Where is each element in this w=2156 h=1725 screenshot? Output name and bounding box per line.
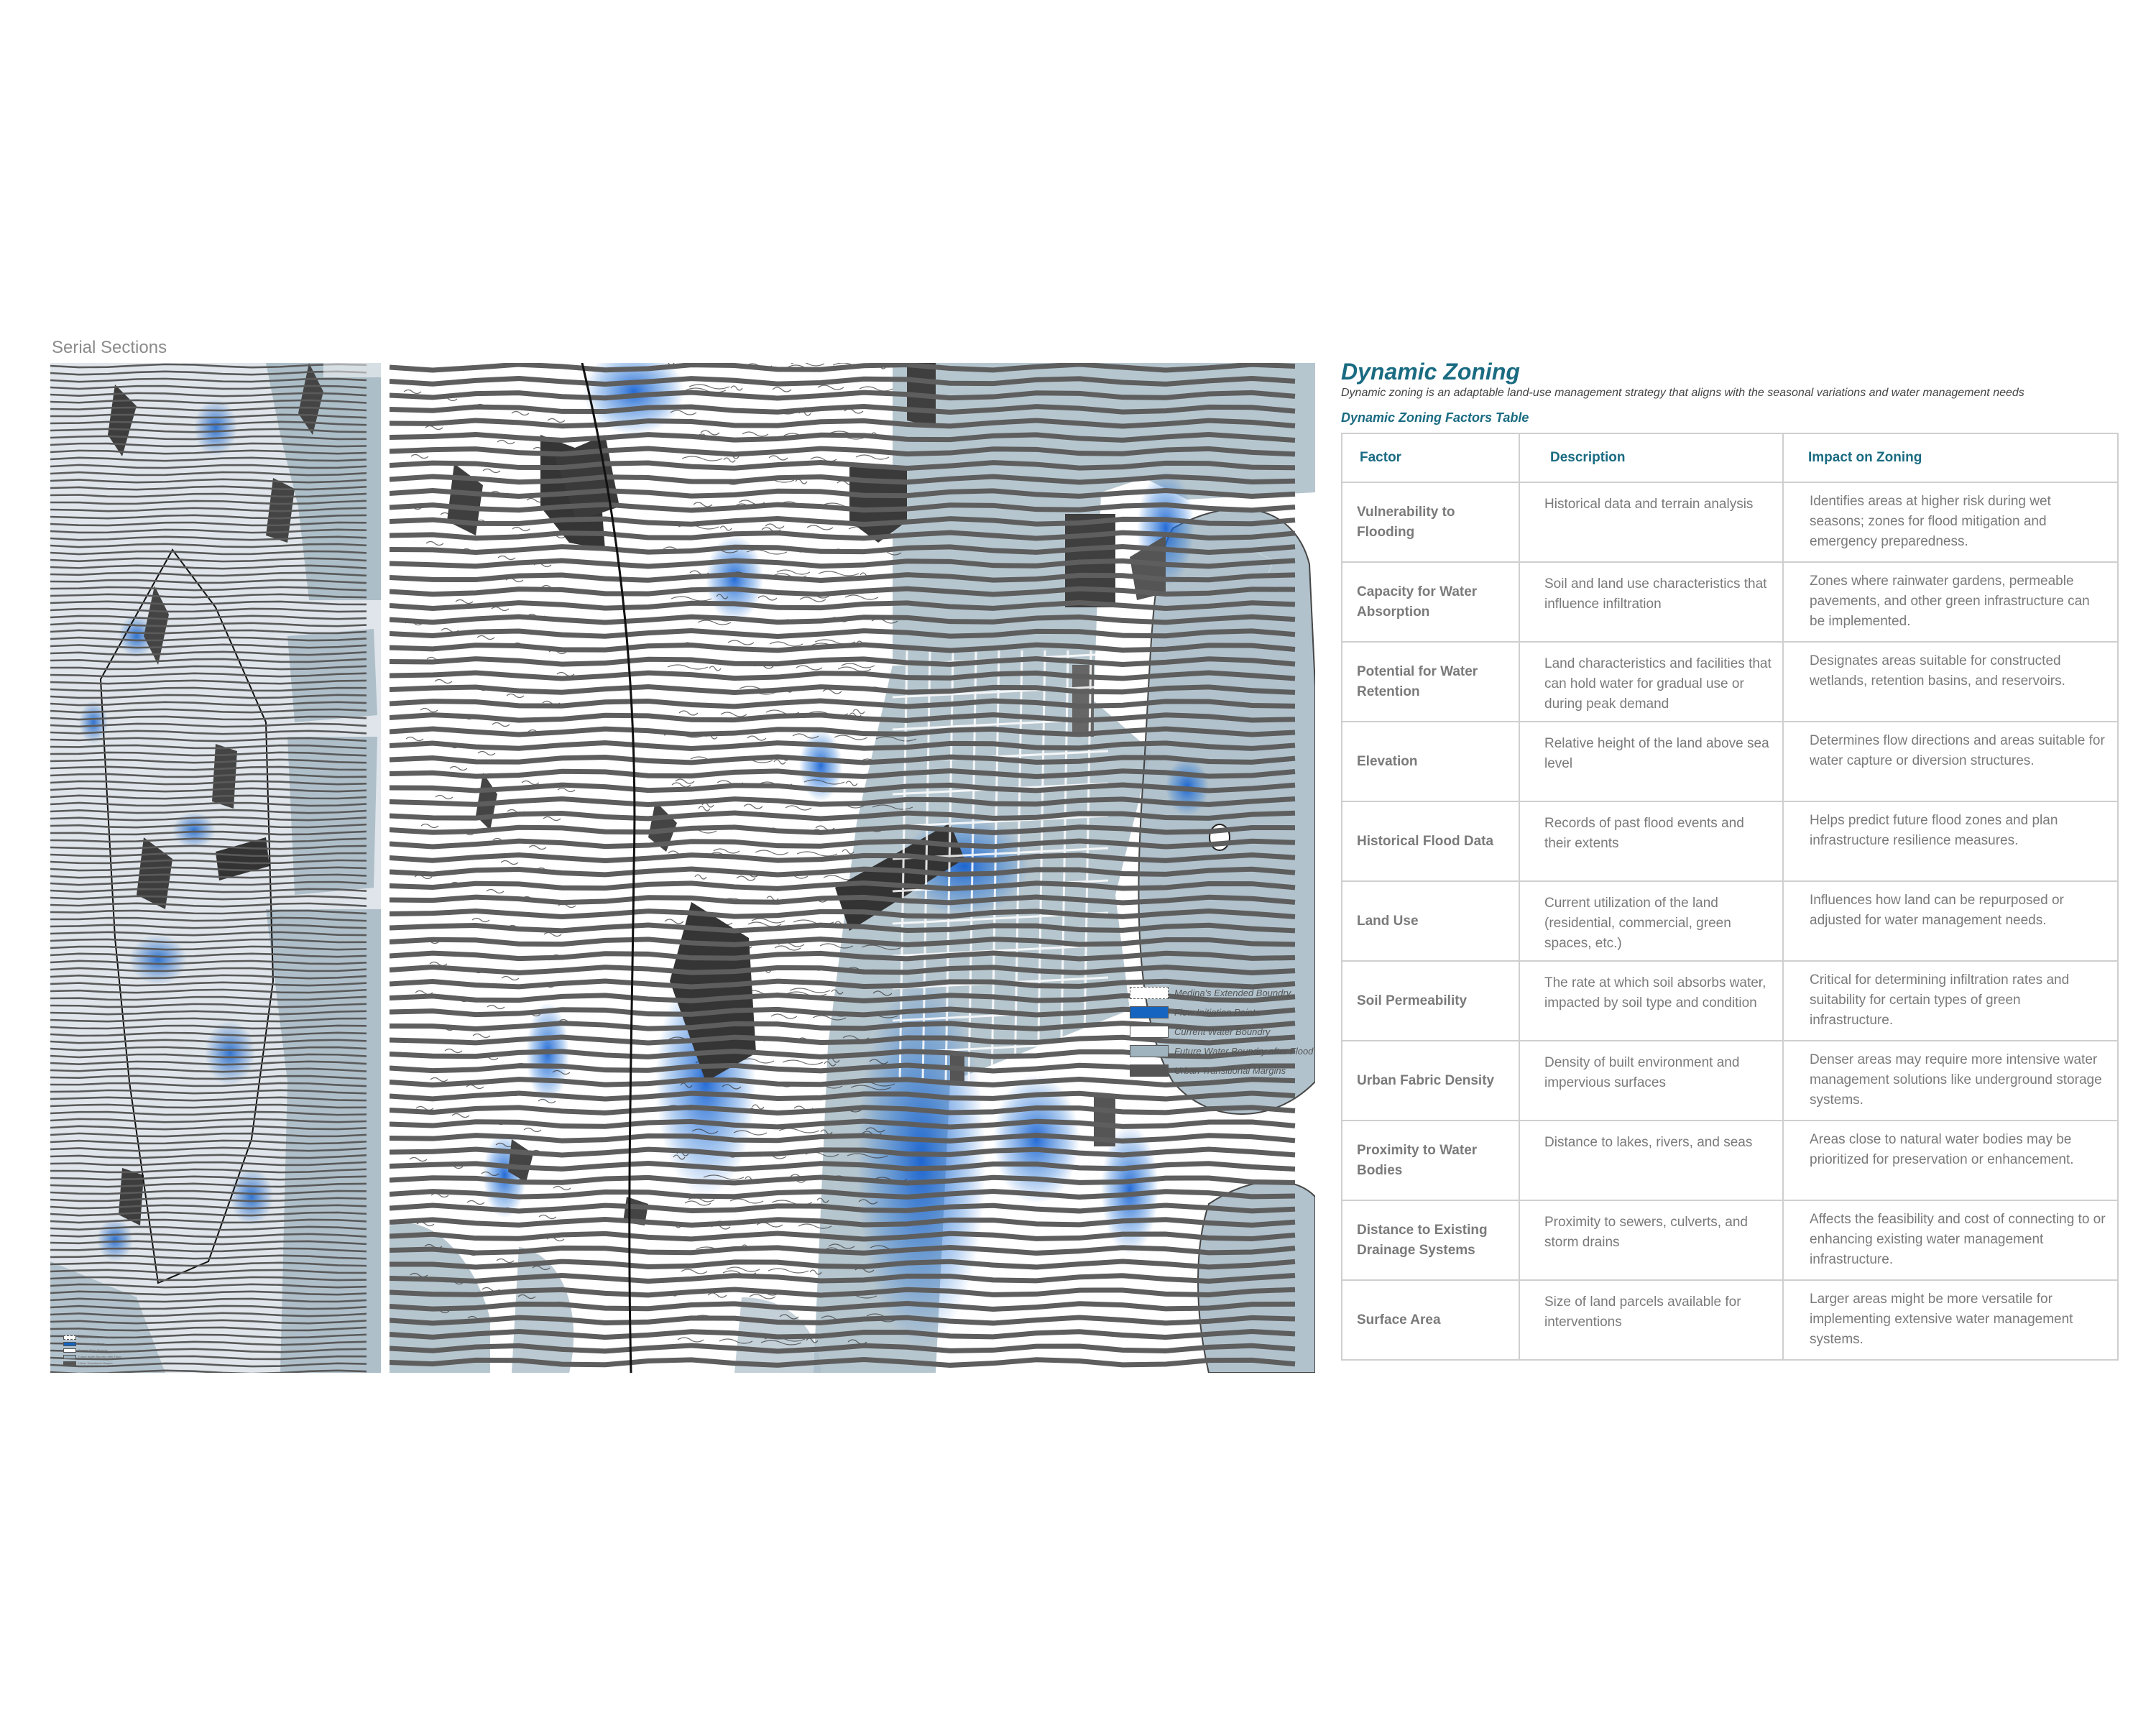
mini-legend-item	[63, 1347, 121, 1353]
description-cell: Density of built environment and impervious surfaces	[1519, 1041, 1783, 1121]
description-cell: Relative height of the land above sea level	[1519, 722, 1783, 801]
description-cell: Soil and land use characteristics that influence infiltration	[1519, 562, 1783, 642]
description-cell: Distance to lakes, rivers, and seas	[1519, 1121, 1783, 1200]
legend-label: Future Water Boundry after Flood	[1174, 1046, 1314, 1057]
mini-legend-swatch	[63, 1348, 76, 1353]
impact-cell: Larger areas might be more versatile for implementing extensive water management systems.	[1783, 1280, 2118, 1360]
impact-cell: Critical for determining infiltration rates and suitability for certain types of green infrastructure.	[1783, 961, 2118, 1041]
mini-legend-label: Current Water Boundry	[78, 1348, 109, 1352]
column-header-description: Description	[1519, 433, 1783, 482]
factor-cell: Potential for Water Retention	[1342, 642, 1519, 722]
description-cell: Historical data and terrain analysis	[1519, 482, 1783, 562]
serial-section-map-large	[390, 363, 1315, 1373]
factor-cell: Land Use	[1342, 881, 1519, 961]
impact-cell: Zones where rainwater gardens, permeable pavements, and other green infrastructure can be implemented.	[1783, 562, 2118, 642]
impact-cell: Areas close to natural water bodies may be prioritized for preservation or enhancement.	[1783, 1121, 2118, 1200]
table-row	[1342, 562, 2118, 642]
mini-legend-item	[63, 1334, 121, 1340]
table-title: Dynamic Zoning Factors Table	[1341, 410, 1529, 425]
factors-table	[1341, 433, 2119, 1361]
impact-cell: Denser areas may require more intensive water management solutions like underground storage systems.	[1783, 1041, 2118, 1121]
factor-cell: Historical Flood Data	[1342, 801, 1519, 881]
column-header-impact: Impact on Zoning	[1783, 433, 2118, 482]
mini-legend-label: Medina's Extended Boundry	[78, 1335, 114, 1339]
mini-legend-swatch	[63, 1361, 76, 1366]
impact-cell: Identifies areas at higher risk during wet seasons; zones for flood mitigation and emergency preparedness.	[1783, 482, 2118, 562]
legend-label: Flow Initiation Points	[1174, 1007, 1261, 1018]
map-legend	[1130, 983, 1314, 1080]
impact-cell: Helps predict future flood zones and plan infrastructure resilience measures.	[1783, 801, 2118, 881]
legend-swatch-current-water	[1130, 1026, 1169, 1038]
factor-cell: Elevation	[1342, 722, 1519, 801]
description-cell: Size of land parcels available for interventions	[1519, 1280, 1783, 1360]
legend-label: Urban Transitional Margins	[1174, 1065, 1286, 1076]
table-row	[1342, 1280, 2118, 1360]
legend-swatch-extended-boundary	[1130, 987, 1169, 999]
legend-item-urban-margins	[1130, 1061, 1314, 1080]
table-row	[1342, 801, 2118, 881]
column-header-factor: Factor	[1342, 433, 1519, 482]
mini-legend-swatch	[63, 1335, 76, 1340]
mini-legend-item	[63, 1353, 121, 1360]
mini-legend-label: Future Water Boundry after Flood	[78, 1355, 121, 1358]
mini-legend-item	[63, 1360, 121, 1366]
mini-legend-label: Urban Transitional Margins	[78, 1361, 113, 1365]
factor-cell: Urban Fabric Density	[1342, 1041, 1519, 1121]
mini-legend-swatch	[63, 1355, 76, 1359]
table-row	[1342, 961, 2118, 1041]
legend-swatch-urban-margins	[1130, 1064, 1169, 1077]
table-row	[1342, 642, 2118, 722]
table-row	[1342, 881, 2118, 961]
impact-cell: Designates areas suitable for constructed wetlands, retention basins, and reservoirs.	[1783, 642, 2118, 722]
description-cell: The rate at which soil absorbs water, impacted by soil type and condition	[1519, 961, 1783, 1041]
mini-legend-item	[63, 1340, 121, 1347]
description-cell: Land characteristics and facilities that can hold water for gradual use or during peak demand	[1519, 642, 1783, 722]
table-row	[1342, 1121, 2118, 1200]
panel-subtitle: Dynamic zoning is an adaptable land-use management strategy that aligns with the seasonal variations and water management needs	[1341, 387, 2024, 399]
table-row	[1342, 1200, 2118, 1280]
impact-cell: Influences how land can be repurposed or adjusted for water management needs.	[1783, 881, 2118, 961]
description-cell: Proximity to sewers, culverts, and storm drains	[1519, 1200, 1783, 1280]
table-header-row	[1342, 433, 2118, 482]
panel-title: Dynamic Zoning	[1341, 359, 1520, 385]
mini-legend-label: Flow Initiation Points	[78, 1342, 105, 1346]
dynamic-zoning-panel	[1341, 358, 2117, 1361]
factor-cell: Capacity for Water Absorption	[1342, 562, 1519, 642]
description-cell: Current utilization of the land (residential, commercial, green spaces, etc.)	[1519, 881, 1783, 961]
factor-cell: Surface Area	[1342, 1280, 1519, 1360]
factor-cell: Soil Permeability	[1342, 961, 1519, 1041]
mini-map-legend	[63, 1334, 121, 1366]
legend-label: Medina's Extended Boundry	[1174, 988, 1291, 998]
legend-item-extended-boundary	[1130, 983, 1314, 1003]
legend-item-current-water	[1130, 1022, 1314, 1041]
legend-label: Current Water Boundry	[1174, 1026, 1271, 1037]
legend-swatch-flow-initiation	[1130, 1006, 1169, 1018]
impact-cell: Affects the feasibility and cost of connecting to or enhancing existing water management infrastructure.	[1783, 1200, 2118, 1280]
table-row	[1342, 722, 2118, 801]
legend-item-flow-initiation	[1130, 1003, 1314, 1022]
serial-section-map-small	[50, 363, 381, 1373]
table-row	[1342, 482, 2118, 562]
legend-item-future-water	[1130, 1041, 1314, 1061]
mini-legend-swatch	[63, 1342, 76, 1346]
factor-cell: Distance to Existing Drainage Systems	[1342, 1200, 1519, 1280]
factor-cell: Vulnerability to Flooding	[1342, 482, 1519, 562]
table-row	[1342, 1041, 2118, 1121]
factor-cell: Proximity to Water Bodies	[1342, 1121, 1519, 1200]
impact-cell: Determines flow directions and areas suitable for water capture or diversion structures.	[1783, 722, 2118, 801]
sections-title: Serial Sections	[52, 338, 167, 357]
description-cell: Records of past flood events and their extents	[1519, 801, 1783, 881]
legend-swatch-future-water	[1130, 1045, 1169, 1057]
